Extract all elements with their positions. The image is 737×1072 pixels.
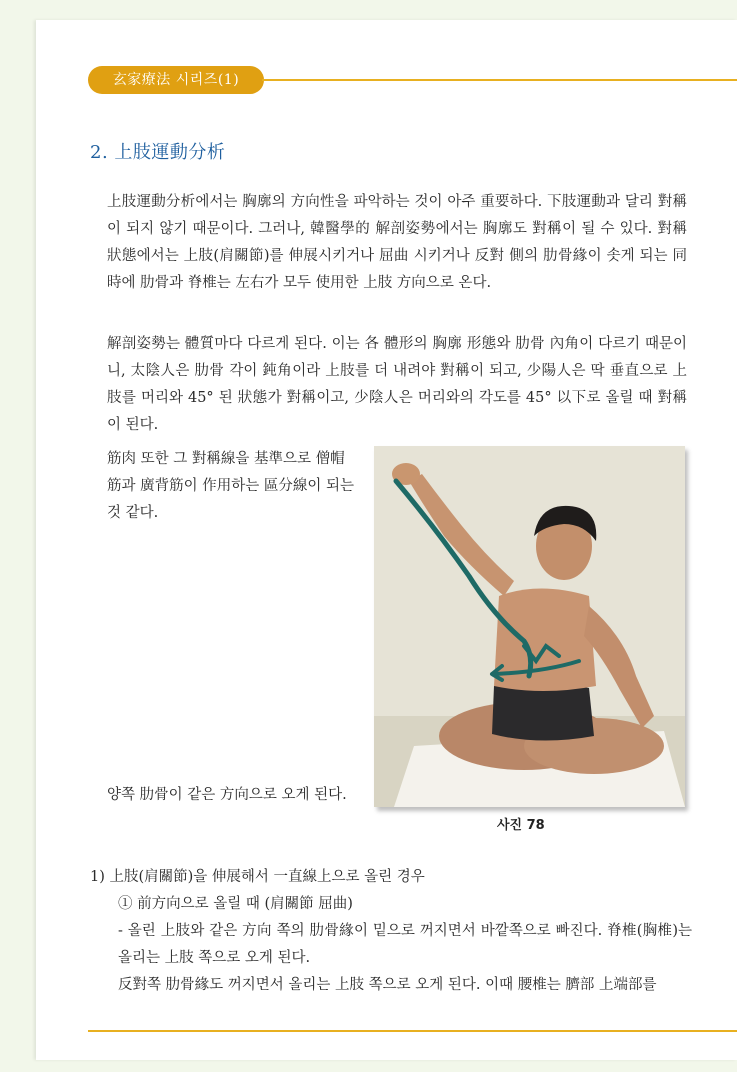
section-title: 2. 上肢運動分析 — [90, 142, 226, 163]
list-item-2: ① 前方向으로 올릴 때 (肩關節 屈曲) — [118, 896, 353, 912]
series-label: 玄家療法 시리즈(1) — [88, 66, 264, 94]
photo-caption: 사진 78 — [497, 818, 545, 833]
header-rule — [262, 79, 737, 81]
photo-side-caption: 양쪽 肋骨이 같은 方向으로 오게 된다. — [107, 787, 347, 803]
paragraph-2: 解剖姿勢는 體質마다 다르게 된다. 이는 各 體形의 胸廓 形態와 肋骨 內角이 다르기 때문이니, 太陰人은 肋骨 각이 鈍角이라 上肢를 더 내려야 對稱이 되고, 少陽人은 딱 垂直으로 上肢를 머리와 45° 된 狀態가 對稱이고, 少陰人은 머리와의 각도를 45° 以下로 올릴 때 對稱이 된다. — [107, 336, 687, 433]
paragraph-1: 上肢運動分析에서는 胸廓의 方向性을 파악하는 것이 아주 重要하다. 下肢運動과 달리 對稱이 되지 않기 때문이다. 그러나, 韓醫學的 解剖姿勢에서는 胸廓도 對稱이 될 수 있다. 對稱狀態에서는 上肢(肩關節)를 伸展시키거나 屈曲 시키거나 反對 側의 肋骨緣이 솟게 되는 同時에 肋骨과 脊椎는 左右가 모두 使用한 上肢 方向으로 온다. — [107, 194, 687, 291]
list-item-3: - 올린 上肢와 같은 方向 쪽의 肋骨緣이 밑으로 꺼지면서 바깥쪽으로 빠진다. 脊椎(胸椎)는 올리는 上肢 쪽으로 오게 된다. — [118, 923, 692, 966]
footer-rule — [88, 1030, 737, 1032]
list-item-4: 反對쪽 肋骨緣도 꺼지면서 올리는 上肢 쪽으로 오게 된다. 이때 腰椎는 臍部 上端部를 — [118, 977, 657, 993]
side-text: 筋肉 또한 그 對稱線을 基準으로 僧帽筋과 廣背筋이 作用하는 區分線이 되는 것 같다. — [107, 451, 354, 521]
list-item-1: 1) 上肢(肩關節)을 伸展해서 一直線上으로 올린 경우 — [90, 869, 425, 885]
photo-78 — [374, 446, 685, 807]
